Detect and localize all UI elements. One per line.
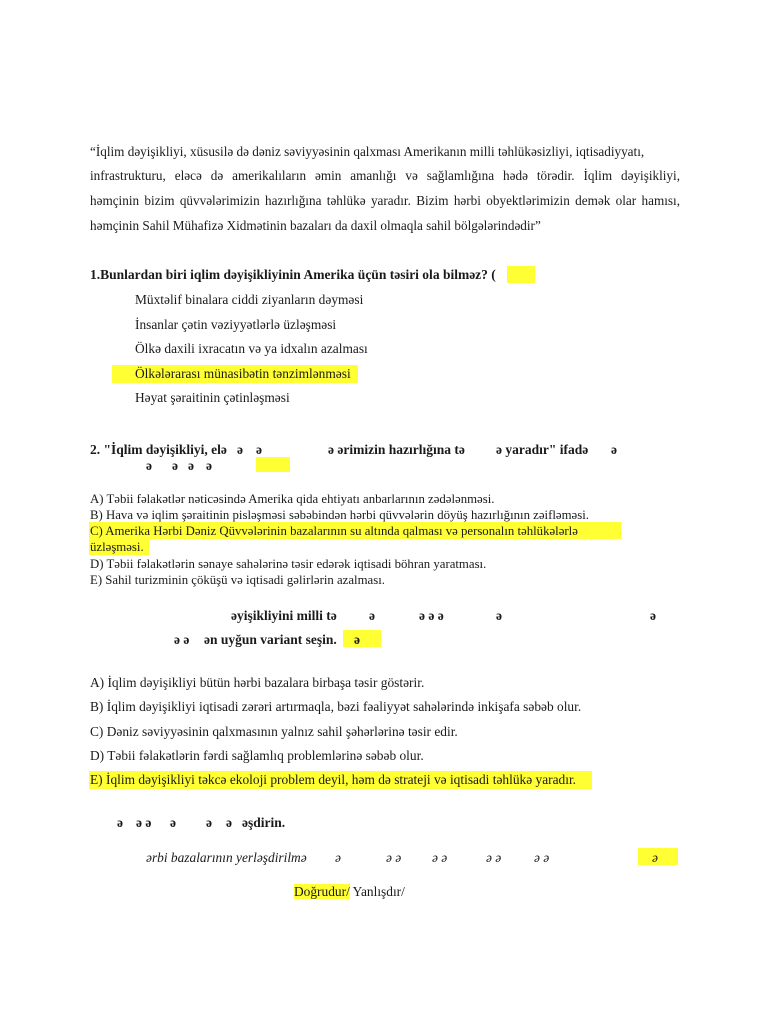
q1-option-3: Ölkə daxili ixracatın və ya idxalın azalması xyxy=(135,341,368,356)
question-2-title-mid: ə ərimizin hazırlığına tə xyxy=(328,442,465,457)
q2-option-d: D) Təbii fəlakətlərin sənaye sahələrinə təsir edərək iqtisadi böhran yaratması. xyxy=(90,557,487,571)
quote-line-3: həmçinin bizim qüvvələrimizin hazırlığına təhlükə yaradır. Bizim hərbi obyektlərimizin demək olar hamısı, xyxy=(90,193,680,208)
question-1-title: 1.Bunlardan biri iqlim dəyişikliyinin Amerika üçün təsiri ola bilməz? ( xyxy=(90,267,496,282)
question-4-frag-b: ə ə xyxy=(136,815,152,830)
q4-statement-a: ərbi bazalarının yerləşdirilmə xyxy=(146,850,307,865)
q1-option-4: Ölkələrarası münasibətin tənzimlənməsi xyxy=(135,366,351,381)
q3-option-d: D) Təbii fəlakətlərin fərdi sağlamlıq problemlərinə səbəb olur. xyxy=(90,748,424,763)
question-4-frag-d: ə xyxy=(206,815,212,830)
quote-line-2: infrastrukturu, eləcə də amerikalıların əmin amanlığı və sağlamlığına hədə törədir. İqlim dəyişikliyi, xyxy=(90,168,680,183)
quote-line-1: “İqlim dəyişikliyi, xüsusilə də dəniz səviyyəsinin qalxması Amerikanın milli təhlükəsizliyi, iqtisadiyyatı, xyxy=(90,144,645,159)
question-4-frag-f: əşdirin. xyxy=(242,815,286,830)
q4-statement-c: ə ə xyxy=(386,850,402,865)
answer-true: Doğrudur/ xyxy=(294,884,350,899)
q3-option-b: B) İqlim dəyişikliyi iqtisadi zərəri artırmaqla, bəzi fəaliyyət sahələrində inkişafa səbəb olur. xyxy=(90,699,582,714)
question-3-frag-e: ə xyxy=(650,608,656,623)
question-3-frag-d: ə xyxy=(496,608,502,623)
q2-option-a: A) Təbii fəlakətlər nəticəsində Amerika qida ehtiyatı anbarlarının zədələnməsi. xyxy=(90,492,495,506)
answer-blank-highlight xyxy=(638,848,678,865)
q2-option-b: B) Hava və iqlim şəraitinin pisləşməsi səbəbindən hərbi qüvvələrin döyüş hazırlığının zəifləməsi. xyxy=(90,508,589,522)
question-2-line2-frag-4: ə xyxy=(206,458,212,473)
question-3-line2-a: ə ə xyxy=(174,632,190,647)
question-2-frag-1: ə xyxy=(237,442,243,457)
q4-statement-e: ə ə xyxy=(486,850,502,865)
question-3-frag-a: əyişikliyini milli tə xyxy=(231,608,337,623)
q1-option-2: İnsanlar çətin vəziyyətlərlə üzləşməsi xyxy=(135,317,337,332)
answer-blank-highlight xyxy=(507,266,535,283)
q4-statement-g: ə xyxy=(652,850,658,865)
question-2-line2-frag-1: ə xyxy=(146,458,152,473)
quote-line-4: həmçinin Sahil Mühafizə Xidmətinin bazaları da daxil olmaqla sahil bölgələrindədir” xyxy=(90,218,541,233)
answer-choices xyxy=(294,884,405,900)
answer-blank-highlight xyxy=(256,457,290,472)
question-2-title-mid2: ə yaradır" ifadə xyxy=(496,442,589,457)
q4-statement-d: ə ə xyxy=(432,850,448,865)
q1-option-5: Həyat şəraitinin çətinləşməsi xyxy=(135,390,290,405)
q2-option-c: C) Amerika Hərbi Dəniz Qüvvələrinin bazalarının su altında qalması və personalın təhlükələrlə xyxy=(90,524,578,538)
question-4-frag-e: ə xyxy=(226,815,232,830)
q3-option-c: C) Dəniz səviyyəsinin qalxmasının yalnız sahil şəhərlərinə təsir edir. xyxy=(90,724,458,739)
question-3-frag-c: ə ə ə xyxy=(419,608,444,623)
question-2-line2-frag-2: ə xyxy=(172,458,178,473)
question-4-frag-c: ə xyxy=(170,815,176,830)
q4-statement-f: ə ə xyxy=(534,850,550,865)
q2-option-e: E) Sahil turizminin çöküşü və iqtisadi gəlirlərin azalması. xyxy=(90,573,385,587)
question-2-frag-2: ə xyxy=(256,442,262,457)
question-4-frag-a: ə xyxy=(117,815,123,830)
q1-option-1: Müxtəlif binalara ciddi ziyanların dəyməsi xyxy=(135,292,364,307)
answer-blank-highlight xyxy=(343,630,381,647)
q4-statement-b: ə xyxy=(335,850,341,865)
question-3-line2-c: ə xyxy=(354,632,360,647)
q3-option-a: A) İqlim dəyişikliyi bütün hərbi bazalara birbaşa təsir göstərir. xyxy=(90,675,425,690)
question-3-frag-b: ə xyxy=(369,608,375,623)
answer-false: Yanlışdır/ xyxy=(349,884,405,899)
q2-option-c-cont: üzləşməsi. xyxy=(90,540,144,554)
question-3-line2-b: ən uyğun variant seşin. xyxy=(204,632,337,647)
q3-option-e: E) İqlim dəyişikliyi təkcə ekoloji problem deyil, həm də strateji və iqtisadi təhlükə yaradır. xyxy=(90,772,577,787)
question-2-frag-3: ə xyxy=(611,442,617,457)
question-2-title-start: 2. "İqlim dəyişikliyi, elə xyxy=(90,442,227,457)
question-2-line2-frag-3: ə xyxy=(188,458,194,473)
